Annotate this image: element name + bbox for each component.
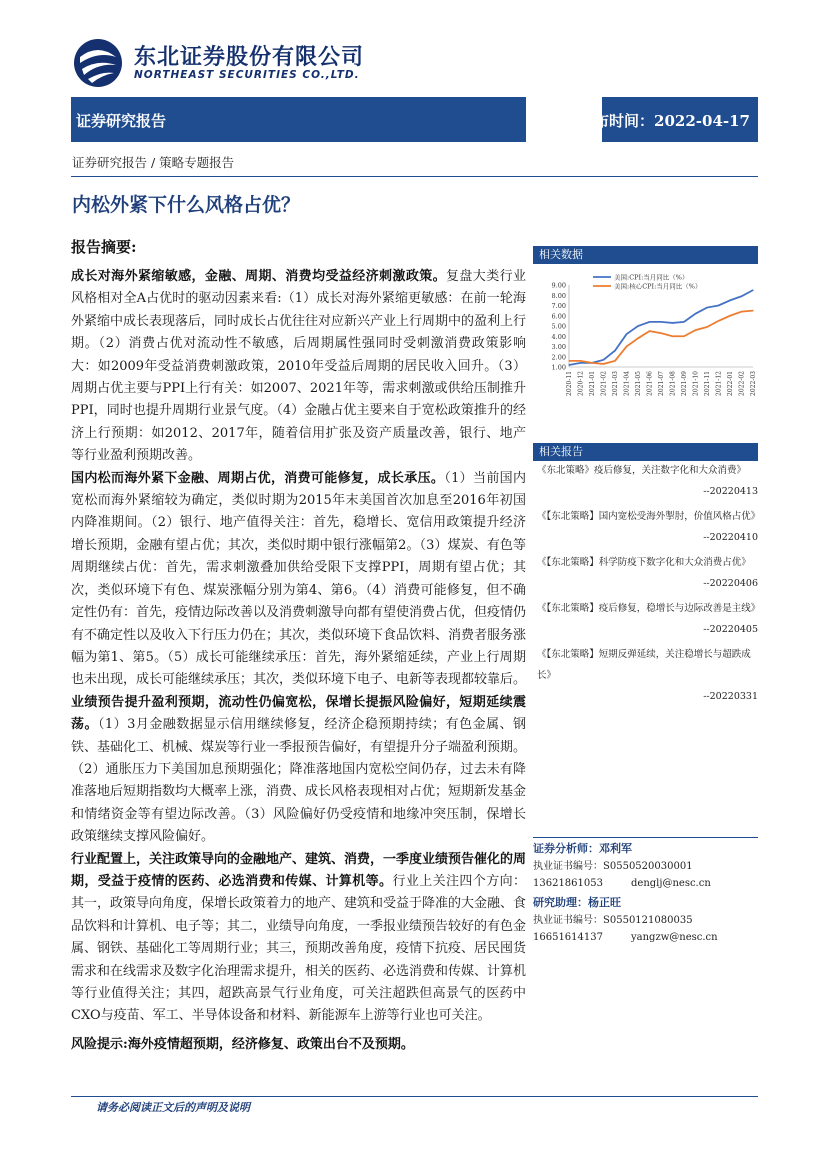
- chart-data-point: [695, 313, 696, 314]
- publish-date: 发布时间：2022-04-17: [579, 112, 750, 130]
- chart-legend-label: 美国:CPI:当月同比（%）: [614, 273, 689, 282]
- assistant-contact-row: [533, 929, 758, 946]
- chart-y-tick-label: 5.00: [551, 322, 566, 331]
- analyst-divider: [533, 837, 758, 838]
- chart-data-point: [568, 364, 569, 365]
- chart-data-point: [718, 305, 719, 306]
- related-report-title: 《【东北策略】疫后修复，稳增长与边际改善是主线》: [537, 603, 761, 614]
- related-report-item[interactable]: [533, 506, 761, 548]
- chart-data-point: [637, 338, 638, 339]
- chart-data-point: [603, 363, 604, 364]
- paragraph-3-lead: 业绩预告提升盈利预期，流动性仍偏宽松，保增长提振风险偏好，短期延续震荡。: [71, 694, 526, 733]
- chart-x-tick-label: 2022-03: [750, 371, 757, 396]
- chart-data-point: [591, 362, 592, 363]
- chart-x-tick-label: 2021-11: [704, 371, 711, 396]
- related-reports-heading: 相关报告: [533, 443, 758, 461]
- chart-data-point: [718, 320, 719, 321]
- chart-x-tick-label: 2021-01: [589, 371, 596, 396]
- chart-x-tick-label: 2021-12: [715, 371, 723, 396]
- paragraph-4-body: 行业上关注四个方向：其一，政策导向角度，保增长政策着力的地产、建筑和受益于降准的大金融、食品饮料和计算机、电子等；其二，业绩导向角度，一季报业绩预告较好的有色金属、钢铁、基础化工等周期行业；其三，预期改善角度，疫情下抗疫、居民囤货需求和在线需求及数字化治理需求提升，相关的医药、必选消费和传媒、计算机等行业值得关注；其四，超跌高景气行业角度，可关注超跌但高景气的医药中CXO与疫苗、军工、半导体设备和材料、新能源车上游等行业也可关注。: [71, 873, 527, 1024]
- chart-data-point: [660, 321, 661, 322]
- abstract-paragraph-3: [71, 692, 526, 849]
- related-reports-list: [533, 460, 761, 711]
- paragraph-1-lead: 成长对海外紧缩敏感，金融、周期、消费均受益经济刺激政策。: [71, 269, 447, 284]
- related-report-date: --20220413: [703, 486, 758, 497]
- related-report-item[interactable]: [533, 598, 761, 640]
- chart-y-tick-label: 4.00: [551, 332, 566, 341]
- paragraph-2-body: （1）当前国内宽松而海外紧缩较为确定，类似时期为2015年末美国首次加息至2016年初国内降准期间。（2）银行、地产值得关注：首先，稳增长、宽信用政策提升经济增长预期，金融有望占优；其次，类似时期中银行涨幅第2。（3）煤炭、有色等周期继续占优：首先，需求刺激叠加供给受限下支撑PPI，周期有望占优；其次，类似环境下有色、煤炭涨幅分别为第4、第6。（4）消费可能修复，但不确定性仍有：首先，疫情边际改善以及消费刺激导向都有望使消费占优，但疫情仍有不确定性以及收入下行压力仍在；其次，类似环境下食品饮料、消费者服务涨幅为第1、第5。（5）成长可能继续承压：首先，海外紧缩延续，产业上行周期也未出现，成长可能继续承压；其次，类似环境下电子、电新等表现都较靠后。: [71, 470, 527, 688]
- assistant-phone: 16651614137: [533, 932, 603, 943]
- analyst-title: 证券分析师：邓利军: [533, 842, 632, 855]
- paragraph-4-lead: 行业配置上，关注政策导向的金融地产、建筑、消费，一季度业绩预告催化的周期，受益于疫情的医药、必选消费和传媒、计算机等。: [71, 851, 527, 889]
- chart-data-point: [683, 321, 684, 322]
- analyst-email[interactable]: denglj@nesc.cn: [631, 878, 711, 889]
- abstract-paragraph-1: [71, 266, 526, 468]
- chart-y-tick-label: 9.00: [551, 281, 566, 290]
- related-report-date: --20220331: [703, 691, 758, 702]
- analyst-cert: S0550520030001: [603, 861, 693, 872]
- company-logo-icon: [72, 37, 130, 89]
- chart-x-tick-label: 2022-02: [738, 371, 746, 396]
- paragraph-2-lead: 国内松而海外紧下金融、周期占优，消费可能修复，成长承压。: [71, 470, 445, 486]
- page-title: 内松外紧下什么风格占优？: [72, 194, 301, 216]
- analyst-contact-row: [533, 875, 758, 892]
- chart-x-tick-label: 2021-02: [600, 371, 608, 396]
- chart-x-tick-label: 2022-01: [727, 371, 734, 396]
- chart-x-tick-label: 2020-11: [566, 371, 573, 396]
- assistant-cert-label: 执业证书编号：: [533, 915, 603, 926]
- analyst-cert-label: 执业证书编号：: [533, 861, 603, 872]
- chart-x-tick-label: 2021-07: [658, 371, 665, 396]
- related-data-heading: 相关数据: [533, 246, 758, 264]
- chart-y-tick-label: 3.00: [551, 343, 566, 351]
- chart-data-point: [752, 290, 753, 291]
- footer-divider: [71, 1096, 758, 1097]
- related-report-title: 《【东北策略】国内宽松受海外掣肘，价值风格占优》: [537, 511, 761, 522]
- chart-x-tick-label: 2021-03: [612, 371, 619, 396]
- report-type-label: 证券研究报告: [76, 112, 167, 130]
- chart-series-line: [569, 311, 753, 364]
- assistant-cert: S0550121080035: [603, 915, 693, 926]
- chart-data-point: [649, 331, 650, 332]
- abstract-column: [71, 236, 526, 1056]
- related-report-item[interactable]: [533, 644, 758, 707]
- assistant-title: 研究助理：杨正旺: [533, 896, 621, 909]
- related-report-item[interactable]: [533, 460, 758, 502]
- chart-data-point: [741, 311, 742, 312]
- chart-data-point: [580, 362, 581, 363]
- cpi-line-chart: [533, 271, 758, 411]
- risk-label: 风险提示:: [71, 1036, 128, 1052]
- chart-data-point: [637, 325, 638, 326]
- assistant-email[interactable]: yangzw@nesc.cn: [631, 932, 718, 943]
- chart-y-tick-label: 1.00: [551, 363, 566, 372]
- chart-data-point: [603, 359, 604, 360]
- chart-data-point: [626, 334, 627, 335]
- chart-data-point: [614, 350, 615, 351]
- chart-data-point: [672, 322, 673, 323]
- chart-data-point: [568, 360, 569, 361]
- chart-data-point: [706, 326, 707, 327]
- chart-data-point: [580, 360, 581, 361]
- related-report-date: --20220406: [703, 578, 758, 589]
- related-report-date: --20220410: [703, 532, 758, 543]
- footer-disclaimer: 请务必阅读正文后的声明及说明: [96, 1101, 250, 1114]
- chart-legend-label: 美国:核心CPI:当月同比（%）: [614, 282, 702, 291]
- abstract-paragraph-4: [71, 849, 526, 1028]
- chart-x-tick-label: 2021-08: [669, 371, 677, 396]
- chart-x-tick-label: 2021-10: [692, 371, 700, 396]
- analyst-cert-row: [533, 858, 758, 875]
- chart-y-tick-label: 7.00: [551, 302, 566, 310]
- chart-data-point: [706, 307, 707, 308]
- chart-x-tick-label: 2021-06: [646, 371, 654, 396]
- company-name-en: NORTHEAST SECURITIES CO.,LTD.: [134, 69, 360, 81]
- chart-data-point: [614, 360, 615, 361]
- paragraph-3-body: （1）3月金融数据显示信用继续修复，经济企稳预期持续；有色金属、钢铁、基础化工、机械、煤炭等行业一季报预告偏好，有望提升分子端盈利预期。（2）通胀压力下美国加息预期强化；降准落地国内宽松空间仍存，过去未有降准落地后短期指数均大概率上涨，消费、成长风格表现相对占优；短期新发基金和情绪资金等有望边际改善。（3）风险偏好仍受疫情和地缘冲突压制，保增长政策继续支撑风险偏好。: [71, 717, 527, 845]
- analyst-block: [533, 837, 758, 946]
- chart-data-point: [683, 336, 684, 337]
- risk-text: 海外疫情超预期，经济修复、政策出台不及预期。: [127, 1036, 414, 1052]
- abstract-paragraph-2: [71, 468, 526, 692]
- paragraph-1-body: 复盘大类行业风格相对全A占优时的驱动因素来看:（1）成长对海外紧缩更敏感：在前一轮海外紧缩中成长表现落后，同时成长占优往往对应新兴产业上行周期中的盈利上行期。（2）消费占优对流动性不敏感，后周期属性强同时受刺激消费政策影响大：如2009年受益消费刺激政策，2010年受益后周期的居民收入回升。（3）周期占优主要与PPI上行有关：如2007、2021年等，需求刺激或供给压制推升PPI，同时也提升周期行业景气度。（4）金融占优主要来自于宽松政策推升的经济上行预期：如2012、2017年，随着信用扩张及资产质量改善，银行、地产等行业盈利预期改善。: [71, 269, 527, 464]
- related-report-date: --20220405: [703, 624, 758, 635]
- breadcrumb: 证券研究报告 / 策略专题报告: [72, 155, 235, 170]
- analyst-phone: 13621861053: [533, 878, 603, 889]
- chart-data-point: [660, 333, 661, 334]
- risk-paragraph: [71, 1034, 526, 1056]
- chart-data-point: [672, 336, 673, 337]
- chart-x-tick-label: 2021-04: [623, 371, 631, 396]
- assistant-cert-row: [533, 912, 758, 929]
- chart-x-tick-label: 2020-12: [577, 371, 585, 396]
- chart-x-tick-label: 2021-05: [635, 371, 642, 396]
- chart-y-tick-label: 8.00: [551, 291, 566, 300]
- chart-data-point: [729, 315, 730, 316]
- company-name-cn: 东北证券股份有限公司: [134, 45, 365, 70]
- related-report-title: 《【东北策略】科学防疫下数字化和大众消费占优》: [537, 557, 751, 568]
- chart-x-tick-label: 2021-09: [681, 371, 688, 396]
- abstract-heading: 报告摘要:: [71, 238, 137, 256]
- chart-data-point: [695, 330, 696, 331]
- chart-data-point: [752, 310, 753, 311]
- chart-data-point: [626, 346, 627, 347]
- chart-data-point: [649, 321, 650, 322]
- chart-data-point: [729, 300, 730, 301]
- title-divider: [71, 176, 758, 177]
- chart-series-line: [569, 290, 753, 365]
- chart-y-tick-label: 2.00: [551, 353, 566, 362]
- chart-data-point: [741, 296, 742, 297]
- related-report-item[interactable]: [533, 552, 758, 594]
- header-banner: [71, 97, 758, 142]
- related-report-title: 《【东北策略】短期反弹延续，关注稳增长与超跌成长》: [537, 649, 751, 681]
- related-report-title: 《东北策略》疫后修复，关注数字化和大众消费》: [537, 465, 747, 476]
- chart-y-tick-label: 6.00: [551, 312, 566, 321]
